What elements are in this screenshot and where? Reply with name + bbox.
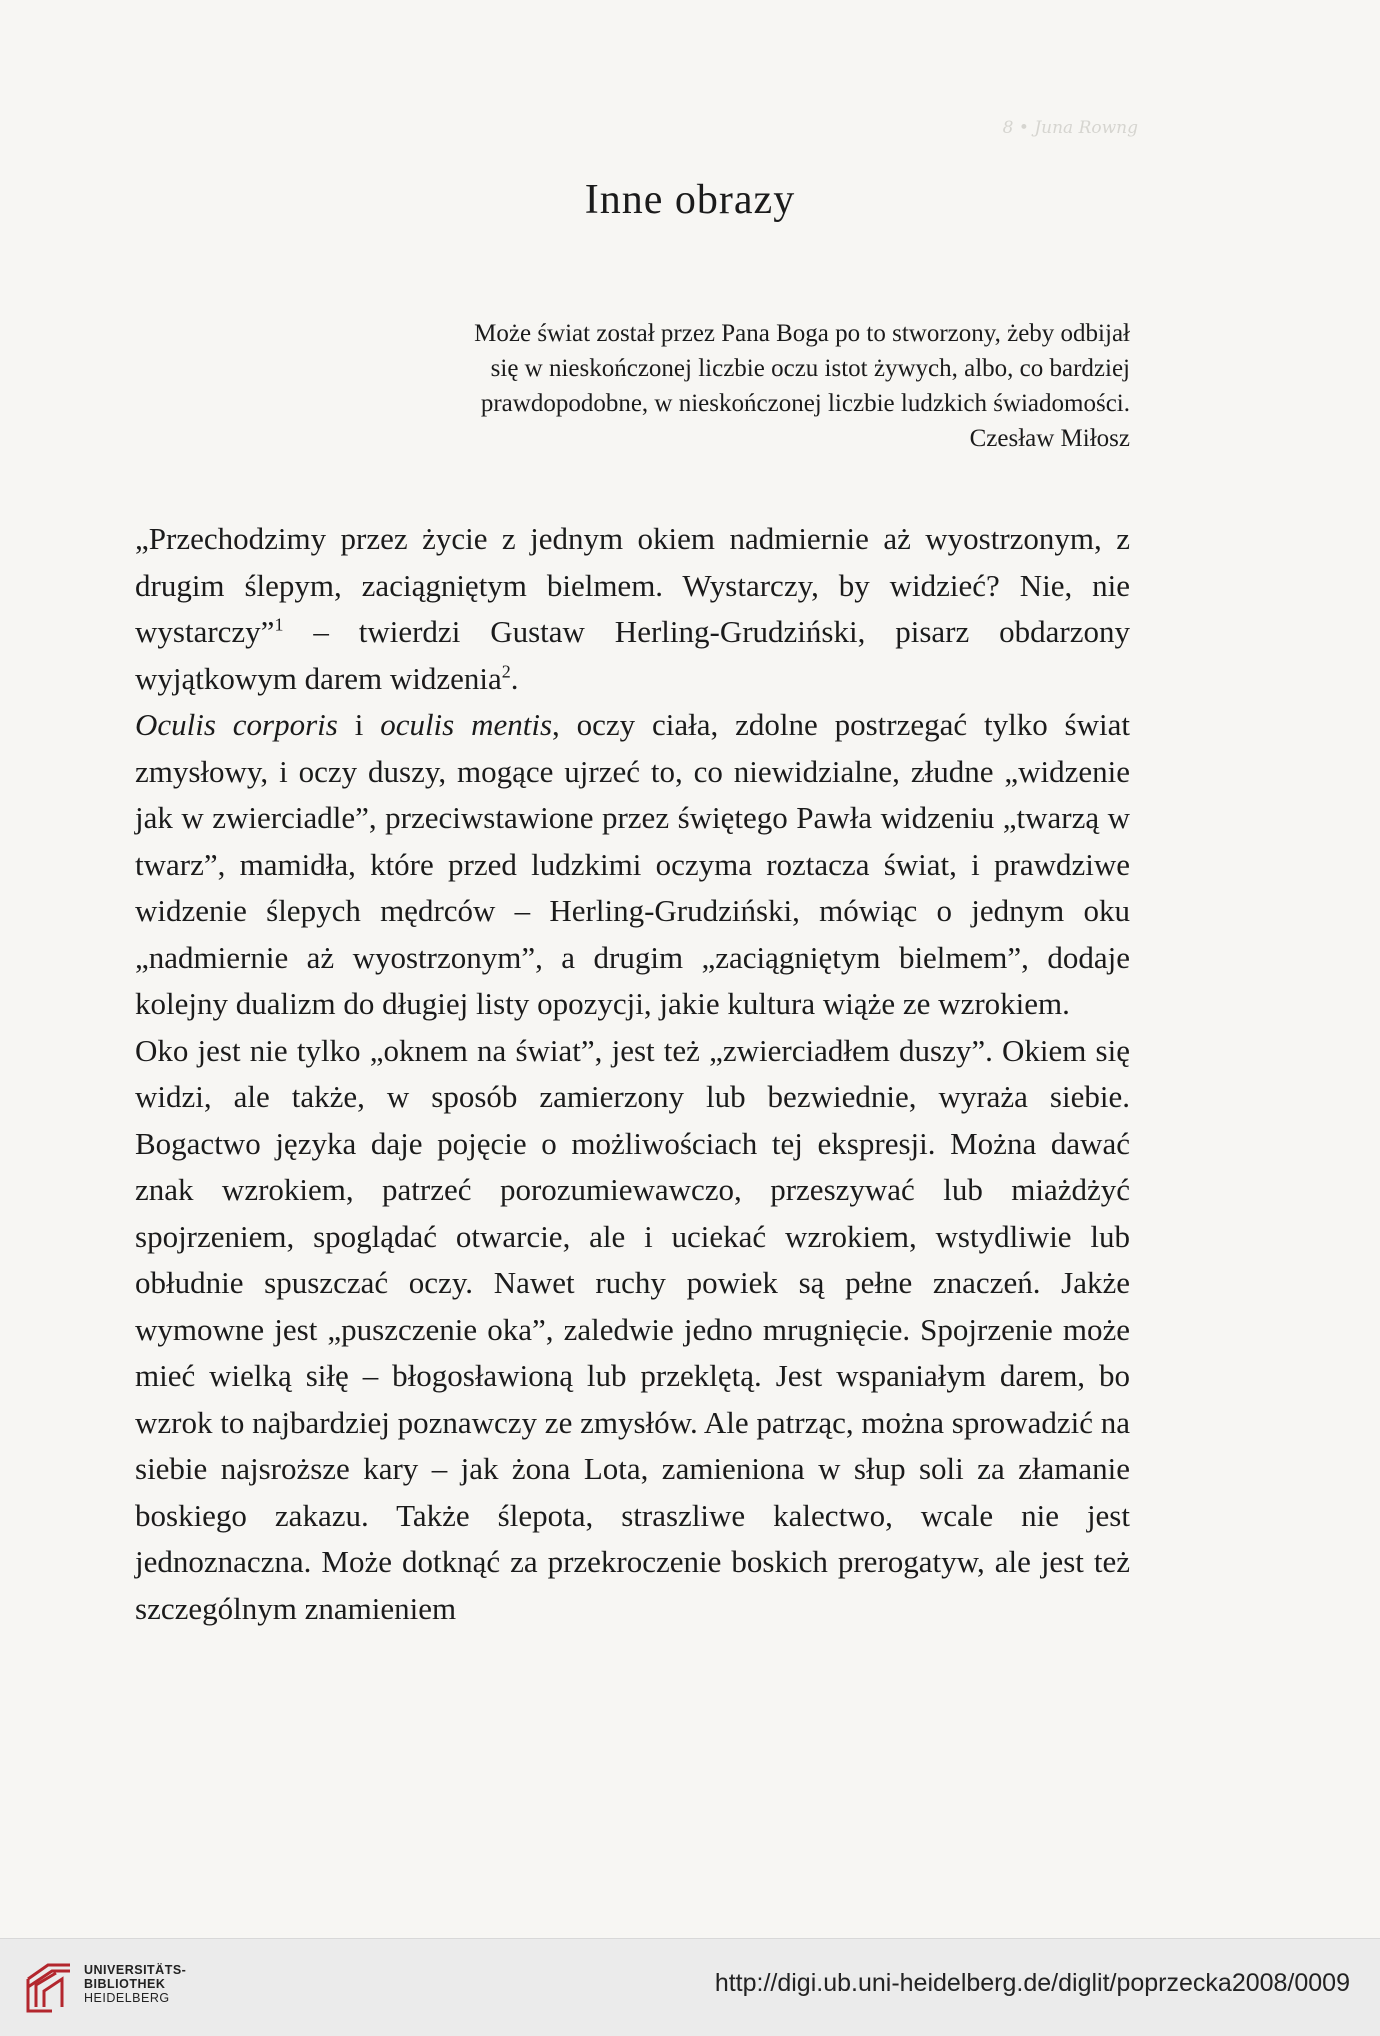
epigraph-line: prawdopodobne, w nieskończonej liczbie ludzkich świadomości. bbox=[480, 390, 1130, 417]
epigraph-author: Czesław Miłosz bbox=[969, 425, 1130, 452]
paragraph-1-text-cont: – twierdzi Gustaw Herling-Grudziński, pisarz obdarzony wyjątkowym darem widzenia bbox=[135, 614, 1130, 696]
library-name-line: UNIVERSITÄTS- bbox=[84, 1963, 187, 1977]
latin-term-1: Oculis corporis bbox=[135, 707, 338, 742]
page-title: Inne obrazy bbox=[584, 177, 796, 223]
library-logo-icon[interactable] bbox=[22, 1959, 76, 2015]
paragraph-1 bbox=[135, 516, 1130, 702]
footer-bar bbox=[0, 1938, 1380, 2036]
epigraph bbox=[180, 316, 1130, 456]
library-name-line: BIBLIOTHEK bbox=[84, 1977, 166, 1991]
footnote-ref-2[interactable]: 2 bbox=[501, 661, 511, 682]
library-name[interactable] bbox=[84, 1963, 234, 2005]
paragraph-2 bbox=[135, 702, 1130, 1028]
library-name-line: HEIDELBERG bbox=[84, 1991, 170, 2005]
paragraph-2-text: , oczy ciała, zdolne postrzegać tylko świat zmysłowy, i oczy duszy, mogące ujrzeć to, co niewidzialne, złudne „widzenie jak w zwierciadle”, przeciwstawione przez świętego Pawła widzeniu „twarzą w twarz”, mamidła, które przed ludzkimi oczyma roztacza świat, i prawdziwe widzenie ślepych mędrców – Herling-Grudziński, mówiąc o jednym oku „nadmiernie aż wyostrzonym”, a drugim „zaciągniętym bielmem”, dodaje kolejny dualizm do długiej listy opozycji, jakie kultura wiąże ze wzrokiem. bbox=[135, 707, 1130, 1021]
show-through-header: 8 • Juna Rowng bbox=[1002, 118, 1138, 138]
paragraph-1-text: „Przechodzimy przez życie z jednym okiem nadmiernie aż wyostrzonym, z drugim ślepym, zaciągniętym bielmem. Wystarczy, by widzieć? Nie, nie wystarczy” bbox=[135, 521, 1130, 649]
epigraph-line: się w nieskończonej liczbie oczu istot żywych, albo, co bardziej bbox=[490, 355, 1130, 382]
paragraph-3: Oko jest nie tylko „oknem na świat”, jest też „zwierciadłem duszy”. Okiem się widzi, ale także, w sposób zamierzony lub bezwiednie, wyraża siebie. Bogactwo języka daje pojęcie o możliwościach tej ekspresji. Można dawać znak wzrokiem, patrzeć porozumiewawczo, przeszywać lub miażdżyć spojrzeniem, spoglądać otwarcie, ale i uciekać wzrokiem, wstydliwie lub obłudnie spuszczać oczy. Nawet ruchy powiek są pełne znaczeń. Jakże wymowne jest „puszczenie oka”, zaledwie jedno mrugnięcie. Spojrzenie może mieć wielką siłę – błogosławioną lub przeklętą. Jest wspaniałym darem, bo wzrok to najbardziej poznawczy ze zmysłów. Ale patrząc, można sprowadzić na siebie najsroższe kary – jak żona Lota, zamieniona w słup soli za złamanie boskiego zakazu. Także ślepota, straszliwe kalectwo, wcale nie jest jednoznaczna. Może dotknąć za przekroczenie boskich prerogatyw, ale jest też szczególnym znamieniem bbox=[135, 1032, 1130, 1626]
paragraph-1-end: . bbox=[510, 660, 519, 696]
body-text bbox=[135, 516, 1130, 1632]
footnote-ref-1[interactable]: 1 bbox=[274, 614, 284, 635]
paragraph-2-conj: i bbox=[337, 707, 381, 742]
source-url-link[interactable]: http://digi.ub.uni-heidelberg.de/diglit/poprzecka2008/0009 bbox=[714, 1969, 1350, 1997]
epigraph-line: Może świat został przez Pana Boga po to stworzony, żeby odbijał bbox=[474, 320, 1130, 347]
latin-term-2: oculis mentis bbox=[380, 707, 553, 742]
